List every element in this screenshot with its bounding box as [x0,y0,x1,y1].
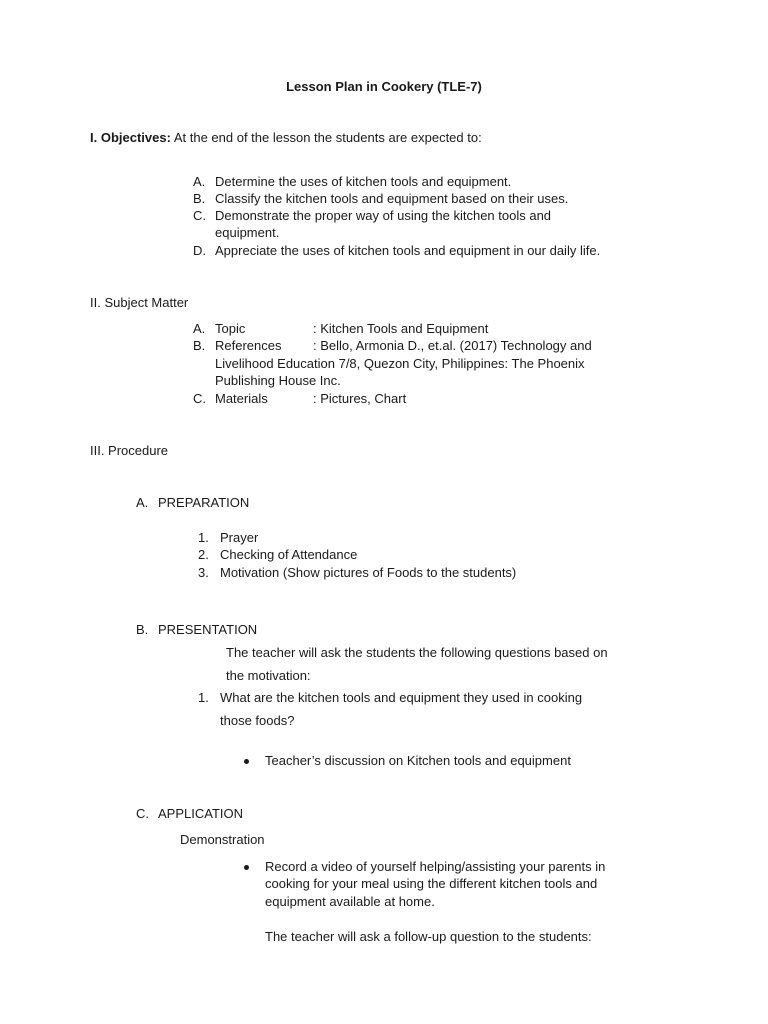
objectives-heading-line [90,129,482,147]
preparation-item: Prayer [220,530,259,545]
objective-marker: A. [193,174,206,189]
objectives-intro: At the end of the lesson the students are expected to: [173,130,482,145]
objective-text: Determine the uses of kitchen tools and equipment. [215,174,512,189]
procedure-heading: III. Procedure [90,443,169,458]
subject-label: References [215,338,282,353]
objective-text: Demonstrate the proper way of using the kitchen tools and [215,208,552,223]
application-bullet-text: equipment available at home. [265,894,435,909]
preparation-item: Motivation (Show pictures of Foods to the students) [220,565,517,580]
question-marker: 1. [198,690,209,705]
page-title: Lesson Plan in Cookery (TLE-7) [286,79,482,94]
application-marker: C. [136,806,149,821]
preparation-item-marker: 3. [198,565,209,580]
application-bullet-text: Record a video of yourself helping/assisting your parents in [265,859,606,874]
preparation-item: Checking of Attendance [220,547,358,562]
objective-marker: B. [193,191,206,206]
objective-marker: C. [193,208,206,223]
objective-text: Appreciate the uses of kitchen tools and equipment in our daily life. [215,243,601,258]
question-text: those foods? [220,713,295,728]
presentation-intro: the motivation: [226,668,311,683]
bullet-icon [244,759,249,764]
presentation-heading: PRESENTATION [158,622,258,637]
subject-value: : Kitchen Tools and Equipment [313,321,489,336]
subject-marker: B. [193,338,206,353]
objective-marker: D. [193,243,206,258]
subject-marker: C. [193,391,206,406]
presentation-intro: The teacher will ask the students the following questions based on [226,645,608,660]
subject-marker: A. [193,321,206,336]
application-bullet-text: cooking for your meal using the different kitchen tools and [265,876,598,891]
preparation-item-marker: 2. [198,547,209,562]
subject-value: : Pictures, Chart [313,391,407,406]
preparation-heading: PREPARATION [158,495,250,510]
subject-value: Publishing House Inc. [215,373,341,388]
subject-matter-heading: II. Subject Matter [90,295,189,310]
objective-text: Classify the kitchen tools and equipment based on their uses. [215,191,569,206]
subject-label: Topic [215,321,246,336]
subject-value: : Bello, Armonia D., et.al. (2017) Technology and [313,338,592,353]
preparation-item-marker: 1. [198,530,209,545]
question-text: What are the kitchen tools and equipment they used in cooking [220,690,583,705]
application-heading: APPLICATION [158,806,244,821]
subject-label: Materials [215,391,268,406]
follow-up-text: The teacher will ask a follow-up question to the students: [265,929,592,944]
presentation-bullet-text: Teacher’s discussion on Kitchen tools and equipment [265,753,571,768]
application-subheading: Demonstration [180,832,265,847]
subject-value: Livelihood Education 7/8, Quezon City, Philippines: The Phoenix [215,356,585,371]
bullet-icon [244,865,249,870]
objectives-heading: I. Objectives: [90,130,171,145]
objective-text: equipment. [215,225,280,240]
presentation-marker: B. [136,622,149,637]
preparation-marker: A. [136,495,149,510]
